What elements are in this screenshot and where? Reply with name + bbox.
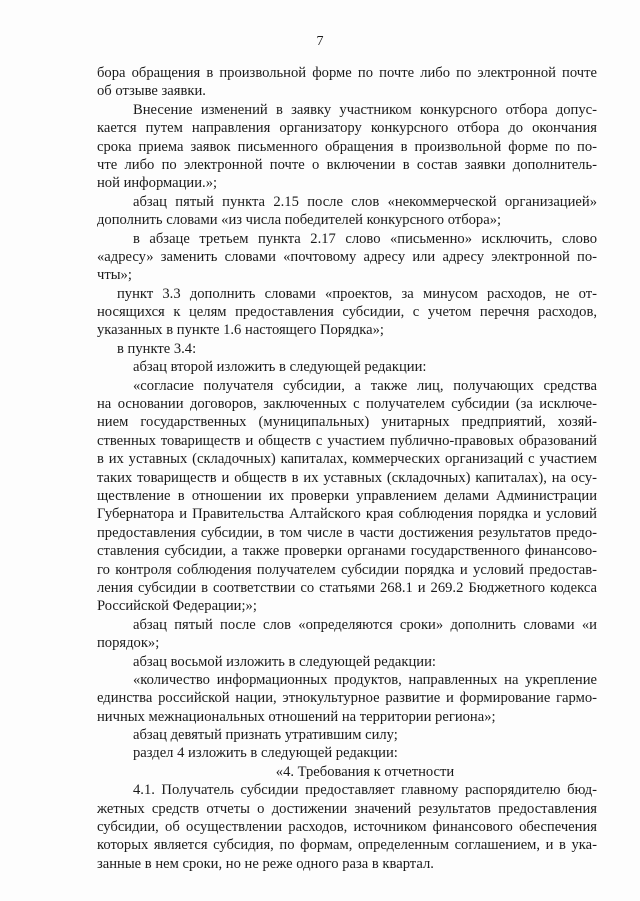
text-line: раздел 4 изложить в следующей редакции: xyxy=(133,745,398,762)
text-line: срока приема заявок письменного обращения в произвольной форме по по- xyxy=(97,138,597,155)
text-line: в их уставных (складочных) капиталах, коммерческих организаций с участием xyxy=(97,451,597,468)
text-line: ничных межнациональных отношений на территории региона»; xyxy=(97,708,496,725)
text-line: ставления субсидии, а также проверки органами государственного финансово- xyxy=(97,543,597,560)
text-line: абзац восьмой изложить в следующей редакции: xyxy=(133,653,436,670)
text-line: занные в нем сроки, но не реже одного раза в квартал. xyxy=(97,855,434,872)
text-line: носящихся к целям предоставления субсидии, с учетом перечня расходов, xyxy=(97,304,597,321)
text-line: Внесение изменений в заявку участником конкурсного отбора допус- xyxy=(133,101,597,118)
text-line: таких товариществ и обществ в их уставных (складочных) капиталах), на осу- xyxy=(97,469,597,486)
text-line: нием государственных (муниципальных) унитарных предприятий, хозяй- xyxy=(97,414,597,431)
text-line: субсидии, об осуществлении расходов, источником финансового обеспечения xyxy=(97,819,597,836)
text-line: на основании договоров, заключенных с получателем субсидии (за исключе- xyxy=(97,396,597,413)
text-line: ной информации.»; xyxy=(97,175,218,192)
text-line: го контроля соблюдения получателем субсидии порядка и условий предостав- xyxy=(97,561,597,578)
text-line: абзац пятый пункта 2.15 после слов «некоммерческой организацией» xyxy=(133,193,597,210)
text-line: ственных товариществ и обществ с участием публично-правовых образований xyxy=(97,432,597,449)
text-line: 4.1. Получатель субсидии предоставляет главному распорядителю бюд- xyxy=(133,782,597,799)
text-line: которых является субсидия, по формам, определенным соглашением, и в ука- xyxy=(97,837,597,854)
text-line: чты»; xyxy=(97,267,132,284)
text-line: предоставления субсидии, в том числе в части достижения результатов предо- xyxy=(97,524,597,541)
text-line: абзац девятый признать утратившим силу; xyxy=(133,727,398,744)
text-line: порядок»; xyxy=(97,635,160,652)
page-number: 7 xyxy=(316,34,324,49)
text-line: абзац пятый после слов «определяются сроки» дополнить словами «и xyxy=(133,616,597,633)
text-line: «4. Требования к отчетности xyxy=(275,763,455,780)
text-line: кается путем направления организатору конкурсного отбора до окончания xyxy=(97,120,597,137)
text-line: в абзаце третьем пункта 2.17 слово «письменно» исключить, слово xyxy=(133,230,597,247)
text-line: «адресу» заменить словами «почтовому адресу или адресу электронной по- xyxy=(97,248,597,265)
text-line: указанных в пункте 1.6 настоящего Порядка»; xyxy=(97,322,384,339)
text-line: Российской Федерации;»; xyxy=(97,598,257,615)
text-line: «количество информационных продуктов, направленных на укрепление xyxy=(133,671,597,688)
text-line: дополнить словами «из числа победителей конкурсного отбора»; xyxy=(97,212,502,229)
text-line: ществление в отношении их проверки управлением делами Администрации xyxy=(97,487,597,504)
text-line: Губернатора и Правительства Алтайского края соблюдения порядка и условий xyxy=(97,506,597,523)
text-line: единства российской нации, этнокультурное развитие и формирование гармо- xyxy=(97,690,597,707)
text-line: абзац второй изложить в следующей редакции: xyxy=(133,359,427,376)
text-line: чте либо по электронной почте о включении в состав заявки дополнитель- xyxy=(97,156,597,173)
document-body xyxy=(97,64,597,873)
text-line: жетных средств отчеты о достижении значений результатов предоставления xyxy=(97,800,597,817)
text-line: «согласие получателя субсидии, а также лиц, получающих средства xyxy=(133,377,597,394)
text-line: бора обращения в произвольной форме по почте либо по электронной почте xyxy=(97,65,597,81)
text-line: ления субсидии в соответствии со статьями 268.1 и 269.2 Бюджетного кодекса xyxy=(97,579,597,596)
text-line: в пункте 3.4: xyxy=(117,340,197,357)
text-line: пункт 3.3 дополнить словами «проектов, за минусом расходов, не от- xyxy=(117,285,597,302)
text-line: об отзыве заявки. xyxy=(97,83,206,100)
